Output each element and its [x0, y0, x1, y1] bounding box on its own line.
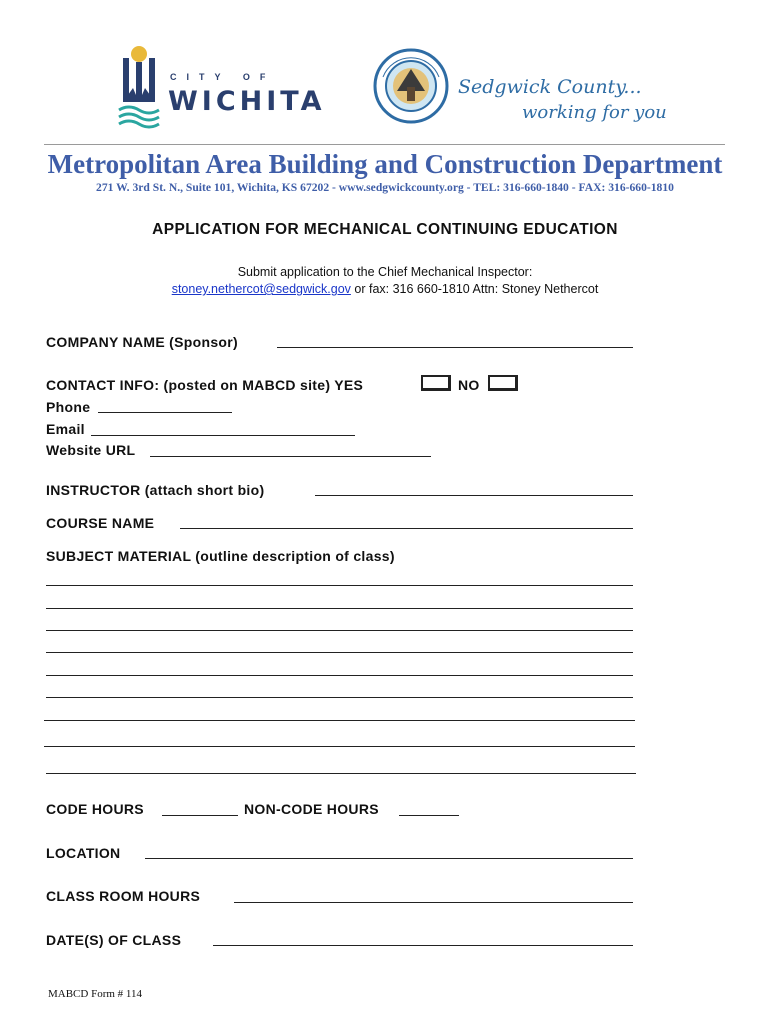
subject-line[interactable] — [46, 675, 633, 676]
subject-line[interactable] — [44, 720, 635, 721]
non-code-hours-field[interactable] — [399, 815, 459, 816]
subject-material-label: SUBJECT MATERIAL (outline description of class) — [46, 548, 395, 564]
company-name-label: COMPANY NAME (Sponsor) — [46, 334, 238, 350]
course-name-label: COURSE NAME — [46, 515, 155, 531]
submit-instructions: Submit application to the Chief Mechanical Inspector: — [237, 265, 533, 279]
yes-checkbox[interactable] — [421, 375, 451, 391]
subject-line[interactable] — [44, 746, 635, 747]
subject-line[interactable] — [46, 630, 633, 631]
course-name-field[interactable] — [180, 528, 633, 529]
class-room-hours-field[interactable] — [234, 902, 633, 903]
dates-field[interactable] — [213, 945, 633, 946]
subject-line[interactable] — [46, 608, 633, 609]
location-field[interactable] — [145, 858, 633, 859]
non-code-hours-label: NON-CODE HOURS — [244, 801, 379, 817]
county-tagline-1: Sedgwick County... — [458, 76, 642, 98]
instructor-label: INSTRUCTOR (attach short bio) — [46, 482, 265, 498]
email-label: Email — [46, 421, 85, 437]
instructor-field[interactable] — [315, 495, 633, 496]
department-title: Metropolitan Area Building and Construction Department — [47, 149, 723, 179]
class-room-hours-label: CLASS ROOM HOURS — [46, 888, 201, 904]
fax-text: or fax: 316 660-1810 Attn: Stoney Nethercot — [350, 282, 599, 296]
department-address: 271 W. 3rd St. N., Suite 101, Wichita, KS 67202 - www.sedgwickcounty.org - TEL: 316-660-1840 - FAX: 316-660-1810 — [96, 181, 674, 194]
code-hours-label: CODE HOURS — [46, 801, 144, 817]
wichita-logo-icon — [117, 44, 161, 132]
form-title: APPLICATION FOR MECHANICAL CONTINUING EDUCATION — [152, 221, 618, 238]
subject-line[interactable] — [46, 697, 633, 698]
submit-contact — [0, 282, 770, 296]
location-label: LOCATION — [46, 845, 121, 861]
no-checkbox[interactable] — [488, 375, 518, 391]
city-of-label: CITY OF — [170, 72, 276, 82]
wichita-label: WICHITA — [168, 86, 326, 117]
county-tagline-2: working for you — [522, 102, 667, 123]
website-label: Website URL — [46, 442, 136, 458]
dates-label: DATE(S) OF CLASS — [46, 932, 182, 948]
no-label: NO — [458, 377, 480, 393]
phone-field[interactable] — [98, 412, 232, 413]
website-field[interactable] — [150, 456, 431, 457]
code-hours-field[interactable] — [162, 815, 238, 816]
email-field[interactable] — [91, 435, 355, 436]
email-link[interactable]: stoney.nethercot@sedgwick.gov — [171, 282, 351, 296]
subject-line[interactable] — [46, 652, 633, 653]
form-number: MABCD Form # 114 — [48, 988, 143, 1000]
header-divider — [44, 144, 725, 145]
subject-line[interactable] — [46, 773, 636, 774]
contact-info-label: CONTACT INFO: (posted on MABCD site) YES — [46, 377, 364, 393]
subject-line[interactable] — [46, 585, 633, 586]
company-name-field[interactable] — [277, 347, 633, 348]
phone-label: Phone — [46, 399, 91, 415]
sedgwick-county-seal-icon — [373, 47, 449, 125]
